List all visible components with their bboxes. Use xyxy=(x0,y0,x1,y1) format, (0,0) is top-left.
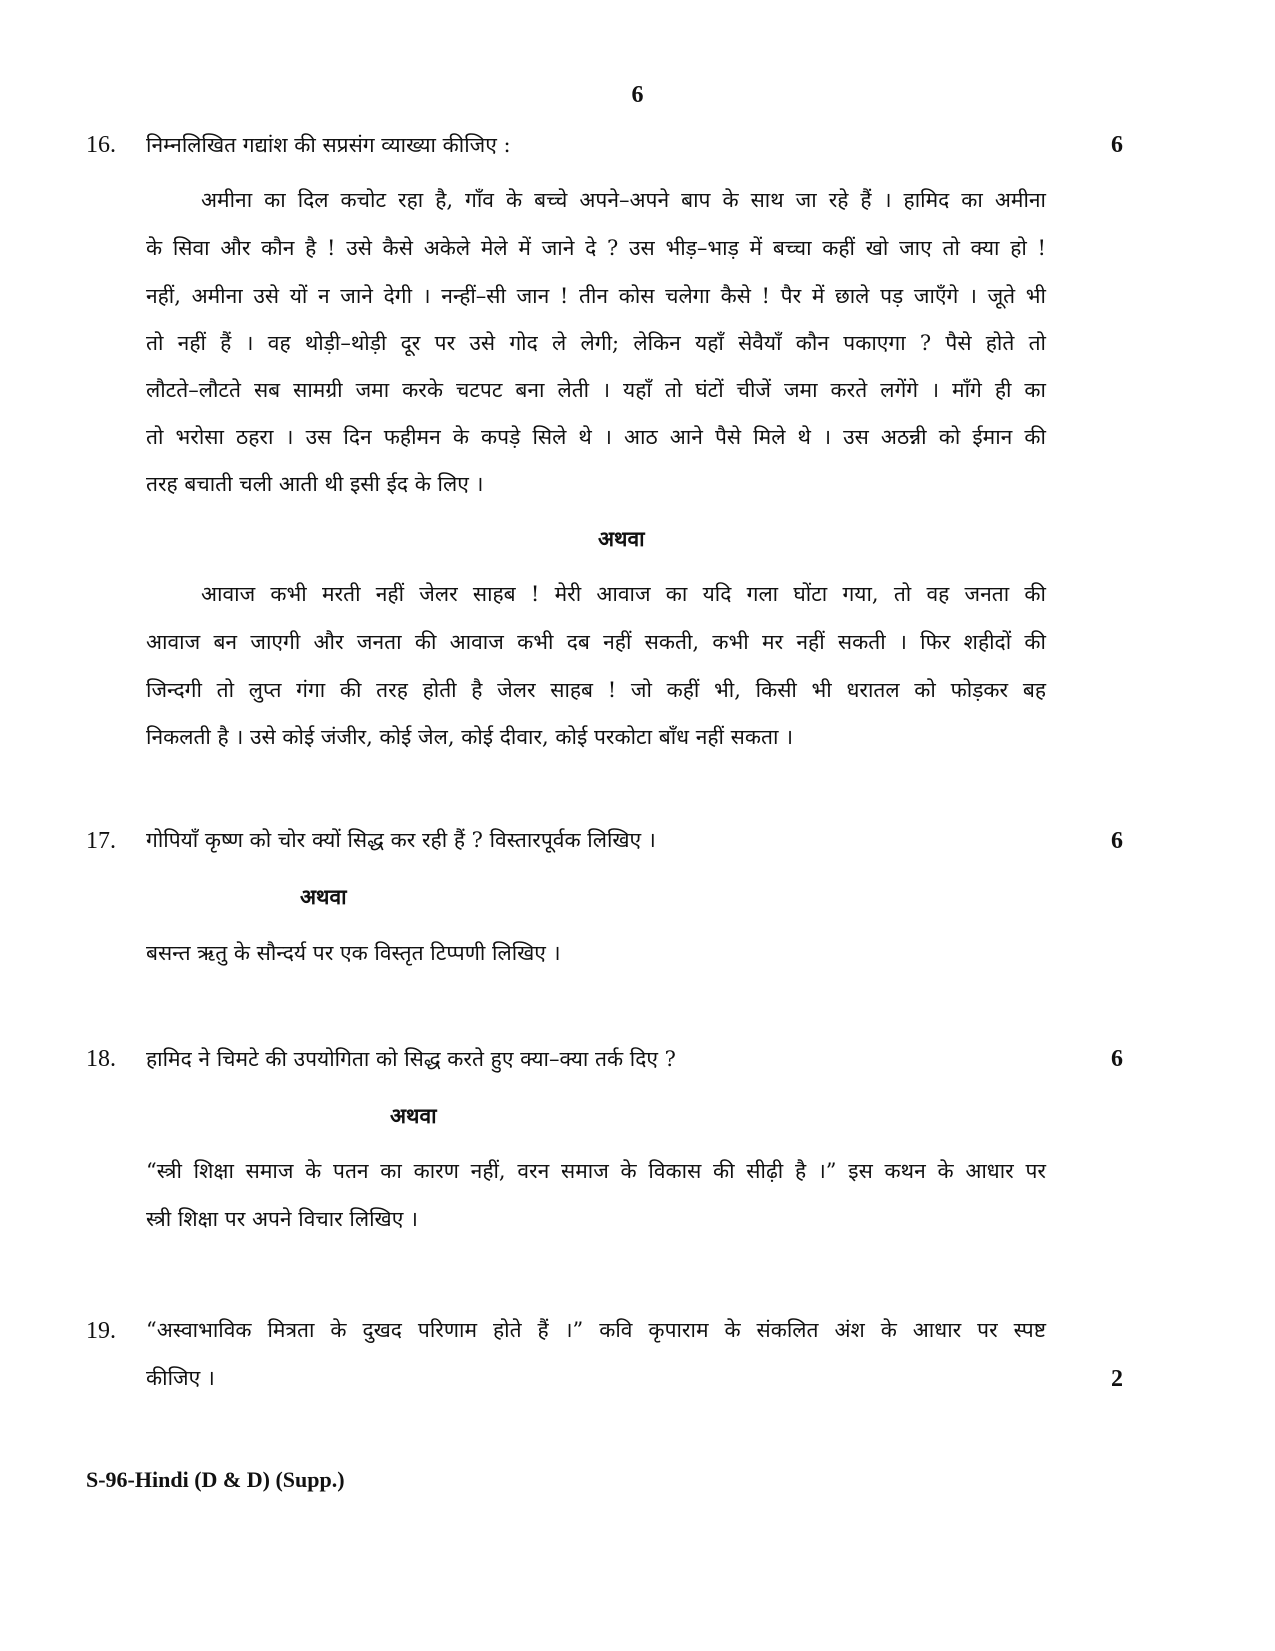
passage-line: के सिवा और कौन है ! उसे कैसे अकेले मेले में जाने दे ? उस भीड़–भाड़ में बच्चा कहीं खो जाए तो क्या हो ! xyxy=(146,236,1046,260)
page-number: 6 xyxy=(631,82,644,108)
passage-line: नहीं, अमीना उसे यों न जाने देगी । नन्हीं–सी जान ! तीन कोस चलेगा कैसे ! पैर में छाले पड़ जाएँगे । जूते भी xyxy=(146,284,1046,308)
question-18-marks: 6 xyxy=(1111,1046,1123,1072)
question-17-alternative: बसन्त ऋतु के सौन्दर्य पर एक विस्तृत टिप्पणी लिखिए । xyxy=(146,941,561,965)
alternative-line: स्त्री शिक्षा पर अपने विचार लिखिए । xyxy=(146,1207,418,1231)
question-line: “अस्वाभाविक मित्रता के दुखद परिणाम होते हैं ।” कवि कृपाराम के संकलित अंश के आधार पर स्पष्ट xyxy=(146,1318,1046,1342)
passage-line: आवाज बन जाएगी और जनता की आवाज कभी दब नहीं सकती, कभी मर नहीं सकती । फिर शहीदों की xyxy=(146,630,1046,654)
or-label: अथवा xyxy=(300,884,347,909)
question-17-number: 17. xyxy=(86,828,116,854)
passage-line: तरह बचाती चली आती थी इसी ईद के लिए । xyxy=(146,472,484,496)
paper-code-footer: S-96-Hindi (D & D) (Supp.) xyxy=(86,1467,345,1492)
passage-line: आवाज कभी मरती नहीं जेलर साहब ! मेरी आवाज का यदि गला घोंटा गया, तो वह जनता की xyxy=(201,582,1046,606)
question-line: कीजिए । xyxy=(146,1366,215,1390)
passage-line: अमीना का दिल कचोट रहा है, गाँव के बच्चे अपने–अपने बाप के साथ जा रहे हैं । हामिद का अमीना xyxy=(201,188,1046,212)
passage-line: तो नहीं हैं । वह थोड़ी–थोड़ी दूर पर उसे गोद ले लेगी; लेकिन यहाँ सेवैयाँ कौन पकाएगा ? पैसे होते तो xyxy=(146,331,1046,355)
or-label: अथवा xyxy=(390,1103,437,1128)
passage-line: निकलती है । उसे कोई जंजीर, कोई जेल, कोई दीवार, कोई परकोटा बाँध नहीं सकता । xyxy=(146,725,794,749)
passage-line: तो भरोसा ठहरा । उस दिन फहीमन के कपड़े सिले थे । आठ आने पैसे मिले थे । उस अठन्नी को ईमान की xyxy=(146,425,1046,449)
alternative-line: “स्त्री शिक्षा समाज के पतन का कारण नहीं, वरन समाज के विकास की सीढ़ी है ।” इस कथन के आधार पर xyxy=(146,1159,1046,1183)
question-18-text: हामिद ने चिमटे की उपयोगिता को सिद्ध करते हुए क्या–क्या तर्क दिए ? xyxy=(146,1047,676,1071)
question-17-text: गोपियाँ कृष्ण को चोर क्यों सिद्ध कर रही हैं ? विस्तारपूर्वक लिखिए । xyxy=(146,828,656,852)
question-18-number: 18. xyxy=(86,1046,116,1072)
question-19-number: 19. xyxy=(86,1318,116,1344)
passage-line: लौटते–लौटते सब सामग्री जमा करके चटपट बना लेती । यहाँ तो घंटों चीजें जमा करते लगेंगे । माँगे ही का xyxy=(146,378,1046,402)
passage-line: जिन्दगी तो लुप्त गंगा की तरह होती है जेलर साहब ! जो कहीं भी, किसी भी धरातल को फोड़कर बह xyxy=(146,678,1046,702)
question-16-text: निम्नलिखित गद्यांश की सप्रसंग व्याख्या कीजिए : xyxy=(146,133,511,157)
question-19-marks: 2 xyxy=(1111,1366,1123,1392)
question-16-number: 16. xyxy=(86,132,116,158)
or-label: अथवा xyxy=(598,526,645,551)
question-16-marks: 6 xyxy=(1111,132,1123,158)
question-17-marks: 6 xyxy=(1111,828,1123,854)
